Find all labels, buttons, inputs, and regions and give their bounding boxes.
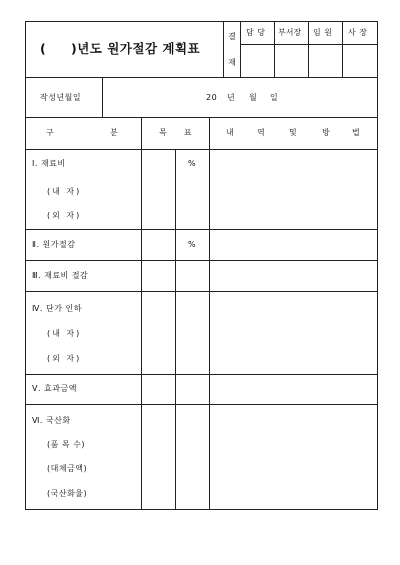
target-cell-material-saving[interactable] — [142, 261, 175, 291]
row-effect-amount: Ⅴ. 효과금액 — [32, 384, 77, 393]
col-beop: 법 — [352, 128, 361, 137]
col-bun: 분 — [110, 128, 119, 137]
approver-dept-head: 부서장 — [278, 28, 302, 37]
approval-label-bottom: 재 — [228, 58, 236, 67]
row-cost-reduction: Ⅱ. 원가절감 — [32, 240, 76, 249]
approver-staff: 담 당 — [246, 28, 266, 37]
row-cost-reduction-percent: % — [188, 240, 197, 249]
details-cell-localization[interactable] — [210, 405, 377, 509]
approver-executive: 임 원 — [313, 28, 333, 37]
sign-box-executive[interactable] — [309, 45, 341, 76]
sign-box-president[interactable] — [343, 45, 377, 76]
date-label: 작성년월일 — [40, 93, 82, 102]
col-mit: 및 — [289, 128, 298, 137]
row-material-foreign: (외 자) — [47, 211, 82, 220]
row-localization: Ⅵ. 국산화 — [32, 416, 71, 425]
target-cell-unit-price[interactable] — [142, 292, 175, 374]
header-divider — [223, 21, 224, 77]
row-material-percent: % — [188, 159, 197, 168]
row-material-saving: Ⅲ. 재료비 절감 — [32, 271, 89, 280]
date-input-area[interactable] — [103, 78, 377, 116]
date-month-unit: 월 — [249, 93, 258, 102]
row-unit-price-domestic: (내 자) — [47, 329, 82, 338]
sign-box-staff[interactable] — [241, 45, 273, 76]
approver-president: 사 장 — [348, 28, 368, 37]
details-cell-material[interactable] — [210, 150, 377, 229]
details-cell-cost-reduction[interactable] — [210, 230, 377, 260]
col-nae: 내 — [226, 128, 235, 137]
row-localization-items: (품 목 수) — [47, 440, 86, 449]
column-header-top — [25, 117, 378, 118]
details-cell-material-saving[interactable] — [210, 261, 377, 291]
row-unit-price-cut: Ⅳ. 단가 인하 — [32, 304, 82, 313]
col-gu: 구 — [46, 128, 55, 137]
row-material-domestic: (내 자) — [47, 187, 82, 196]
details-cell-unit-price[interactable] — [210, 292, 377, 374]
target-cell-localization[interactable] — [142, 405, 175, 509]
sign-box-dept-head[interactable] — [275, 45, 307, 76]
row-unit-price-foreign: (외 자) — [47, 354, 82, 363]
date-day-unit: 일 — [270, 93, 279, 102]
col-bang: 방 — [322, 128, 331, 137]
page-title: )년도 원가절감 계획표 — [71, 41, 201, 56]
col-yeok: 역 — [257, 128, 266, 137]
target-cell-effect-amount[interactable] — [142, 375, 175, 404]
row-localization-rate: (국산화율) — [47, 489, 88, 498]
col-mok: 목 — [159, 128, 168, 137]
approval-label-top: 결 — [228, 32, 236, 41]
body-divider-target-split — [175, 149, 176, 510]
date-year-unit: 년 — [227, 93, 236, 102]
row-material-cost: Ⅰ. 재료비 — [32, 159, 66, 168]
details-cell-effect-amount[interactable] — [210, 375, 377, 404]
date-year-prefix: 20 — [206, 93, 218, 102]
col-pyo: 표 — [184, 128, 193, 137]
target-cell-cost-reduction[interactable] — [142, 230, 175, 260]
target-cell-material[interactable] — [142, 150, 175, 229]
title-paren-open: ( — [40, 41, 47, 56]
row-localization-amount: (대체금액) — [47, 464, 88, 473]
